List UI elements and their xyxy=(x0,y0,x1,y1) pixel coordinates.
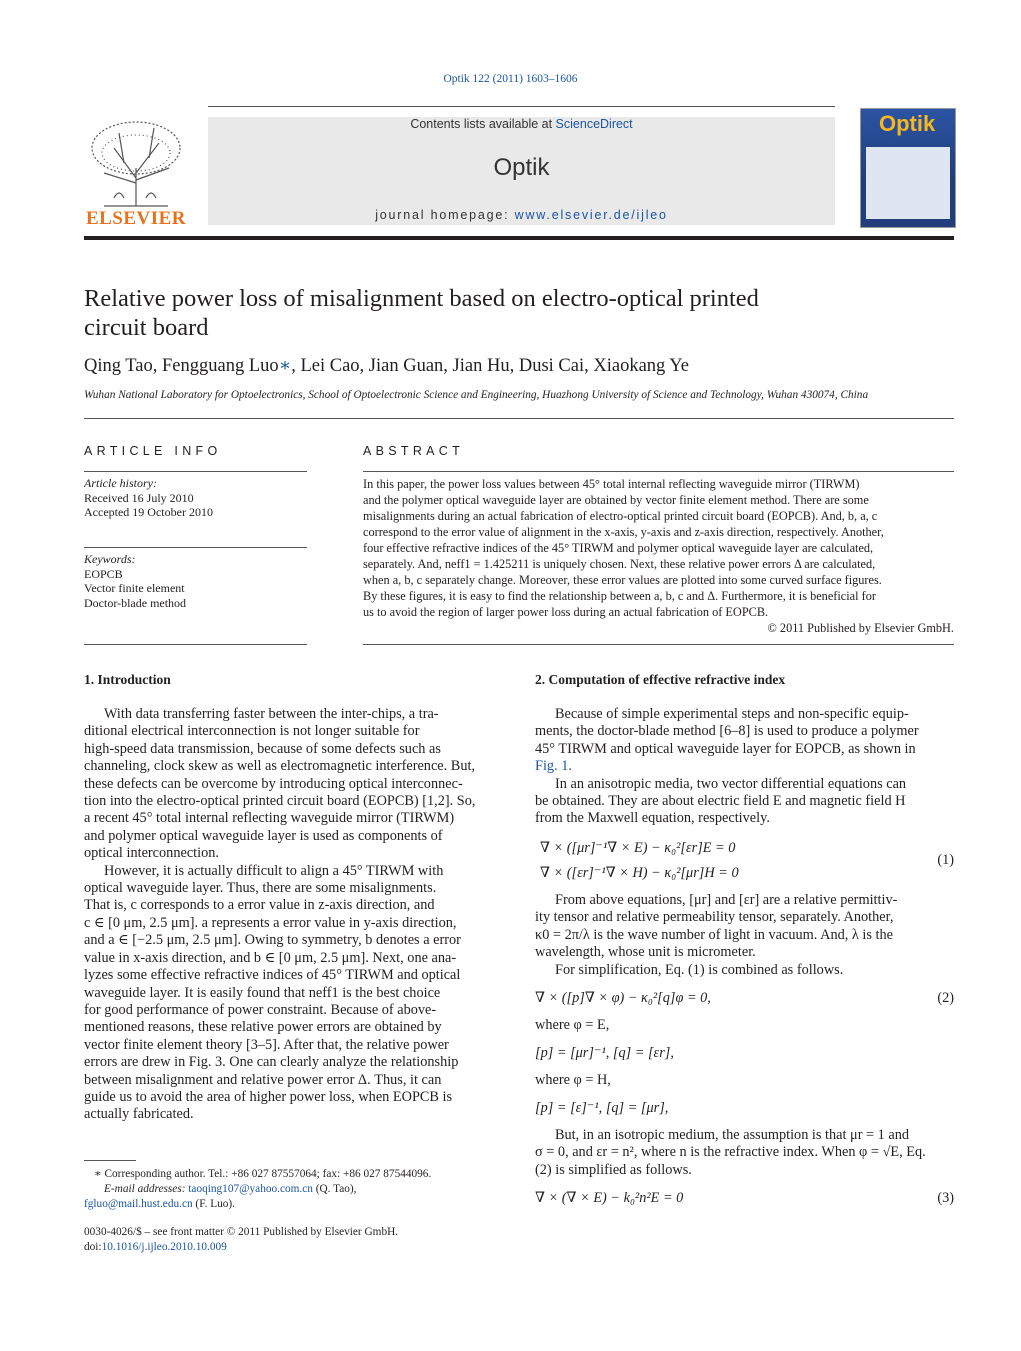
affiliation: Wuhan National Laboratory for Optoelectronics, School of Optoelectronic Science and Engineering, Huazhong University of Science and Technology, Wuhan 430074, China xyxy=(84,389,869,401)
equation-1b: ∇ × ([εr]⁻¹∇ × H) − κ₀²[μr]H = 0 xyxy=(540,865,739,881)
section-1-body xyxy=(84,706,505,1124)
cover-contents-panel xyxy=(866,147,950,219)
email-label: E-mail addresses: xyxy=(104,1183,189,1195)
equation-1-number: (1) xyxy=(937,852,954,868)
cover-title: Optik xyxy=(879,111,936,136)
abstract-line: misalignments during an actual fabrication of electro-optical printed circuit board (EOPCB). And, b, a, c xyxy=(363,509,878,523)
abstract-text xyxy=(363,476,954,636)
body-line: mentioned reasons, these relative power errors are obtained by xyxy=(84,1019,442,1036)
where-phi-h: where φ = H, xyxy=(535,1072,611,1088)
article-info-heading: ARTICLE INFO xyxy=(84,444,222,458)
body-line: channeling, clock skew as well as electromagnetic interference. But, xyxy=(84,758,476,775)
abstract-copyright: © 2011 Published by Elsevier GmbH. xyxy=(767,621,954,635)
footnotes xyxy=(84,1167,514,1212)
abstract-line: separately. And, neff1 = 1.425211 is uniquely chosen. Next, these relative power errors Δ are calculated, xyxy=(363,557,876,571)
abstract-line: By these figures, it is easy to find the relationship between a, b, c and Δ. Furthermore, it is beneficial for xyxy=(363,589,876,603)
body-line: However, it is actually difficult to align a 45° TIRWM with xyxy=(104,862,444,879)
body-line: ity tensor and relative permeability tensor, separately. Another, xyxy=(535,909,894,926)
body-line: 45° TIRWM and optical waveguide layer for EOPCB, as shown in xyxy=(535,740,916,757)
body-line: and a ∈ [−2.5 μm, 2.5 μm]. Owing to symmetry, b denotes a error xyxy=(84,932,461,949)
header-bottom-rule xyxy=(84,236,954,240)
body-line: waveguide layer. It is easily found that neff1 is the best choice xyxy=(84,984,441,1001)
body-line: optical waveguide layer. Thus, there are some misalignments. xyxy=(84,880,437,897)
body-line: For simplification, Eq. (1) is combined as follows. xyxy=(555,961,844,978)
body-line: guide us to avoid the area of higher power loss, when EOPCB is xyxy=(84,1088,453,1105)
abstract-line: In this paper, the power loss values between 45° total internal reflecting waveguide mirror (TIRWM) xyxy=(363,477,860,491)
body-line: tion into the electro-optical printed circuit board (EOPCB) [1,2]. So, xyxy=(84,793,476,810)
accepted-date: Accepted 19 October 2010 xyxy=(84,505,213,519)
keyword-item: EOPCB xyxy=(84,566,123,581)
authors-rest: , Lei Cao, Jian Guan, Jian Hu, Dusi Cai, Xiaokang Ye xyxy=(291,356,689,376)
body-line: from the Maxwell equation, respectively. xyxy=(535,810,770,827)
body-line: Because of simple experimental steps and non-specific equip- xyxy=(555,706,909,722)
contents-prefix: Contents lists available at xyxy=(410,117,556,131)
section-2-body-a xyxy=(535,706,954,828)
history-label: Article history: xyxy=(84,476,157,490)
body-line: errors are drew in Fig. 3. One can clearly analyze the relationship xyxy=(84,1054,459,1071)
doi-label: doi: xyxy=(84,1241,102,1253)
body-line: σ = 0, and εr = n², where n is the refractive index. When φ = √E, Eq. xyxy=(535,1144,926,1161)
body-line: From above equations, [μr] and [εr] are a relative permittiv- xyxy=(555,892,898,908)
article-title xyxy=(84,284,874,342)
keywords-rule xyxy=(84,547,307,548)
body-line: actually fabricated. xyxy=(84,1106,194,1123)
body-line: (2) is simplified as follows. xyxy=(535,1161,692,1178)
body-line: κ0 = 2π/λ is the wave number of light in vacuum. And, λ is the xyxy=(535,926,893,943)
homepage-link[interactable]: www.elsevier.de/ijleo xyxy=(514,208,668,222)
p-q-definition-2: [p] = [ε]⁻¹, [q] = [μr], xyxy=(535,1100,669,1116)
body-line: In an anisotropic media, two vector differential equations can xyxy=(555,775,907,792)
journal-cover-image xyxy=(860,108,956,228)
abstract-top-rule xyxy=(363,471,954,472)
abstract-line: and the polymer optical waveguide layer are obtained by vector finite element method. There are some xyxy=(363,493,869,507)
email-owner-tao: (Q. Tao), xyxy=(312,1183,357,1195)
body-line: lyzes some effective refractive indices of 45° TIRWM and optical xyxy=(84,967,461,984)
header-top-rule xyxy=(208,106,835,107)
equation-3-number: (3) xyxy=(937,1190,954,1206)
footnote-rule xyxy=(84,1160,136,1161)
body-line: between misalignment and relative power error Δ. Thus, it can xyxy=(84,1071,442,1088)
abstract-heading: ABSTRACT xyxy=(363,444,465,458)
keywords-block xyxy=(84,552,307,610)
body-line: a recent 45° total internal reflecting waveguide mirror (TIRWM) xyxy=(84,810,455,827)
body-line: But, in an isotropic medium, the assumption is that μr = 1 and xyxy=(555,1127,910,1143)
email-link-tao[interactable]: taoqing107@yahoo.com.cn xyxy=(188,1183,313,1195)
journal-homepage xyxy=(208,208,835,222)
sciencedirect-link[interactable]: ScienceDirect xyxy=(555,117,633,131)
abstract-line: when a, b, c separately change. Moreover, these error values are plotted into some curved surface figures. xyxy=(363,573,882,587)
title-line-2: circuit board xyxy=(84,314,209,341)
journal-name: Optik xyxy=(493,154,550,181)
body-line: ments, the doctor-blade method [6–8] is used to produce a polymer xyxy=(535,723,919,740)
section-2-body-b xyxy=(535,892,954,979)
p-q-definition-1: [p] = [μr]⁻¹, [q] = [εr], xyxy=(535,1045,674,1061)
title-line-1: Relative power loss of misalignment based on electro-optical printed xyxy=(84,285,759,312)
abstract-line: us to avoid the region of larger power loss during an actual fabrication of EOPCB. xyxy=(363,605,769,619)
section-2-title: 2. Computation of effective refractive index xyxy=(535,672,786,687)
email-owner-luo: (F. Luo). xyxy=(192,1198,236,1210)
doi-link[interactable]: 10.1016/j.ijleo.2010.10.009 xyxy=(101,1241,227,1253)
corresponding-author-mark[interactable]: ∗ xyxy=(278,356,292,376)
body-line: be obtained. They are about electric field E and magnetic field H xyxy=(535,793,906,810)
where-phi-e: where φ = E, xyxy=(535,1017,610,1033)
elsevier-wordmark: ELSEVIER xyxy=(85,208,187,229)
author-list xyxy=(84,355,954,377)
figure-1-link[interactable]: Fig. 1. xyxy=(535,758,572,775)
issn-line: 0030-4026/$ – see front matter © 2011 Published by Elsevier GmbH. xyxy=(84,1226,399,1238)
authors-first: Qing Tao, Fengguang Luo xyxy=(84,356,279,376)
body-line: these defects can be overcome by introducing optical interconnec- xyxy=(84,775,463,792)
body-line: optical interconnection. xyxy=(84,845,219,862)
body-line: high-speed data transmission, because of some defects such as xyxy=(84,740,441,757)
abstract-bottom-rule xyxy=(363,644,954,645)
title-rule xyxy=(84,418,954,419)
corresponding-author-note: ∗ Corresponding author. Tel.: +86 027 87557064; fax: +86 027 87544096. xyxy=(94,1168,432,1180)
info-bottom-rule xyxy=(84,644,307,645)
section-2-body-c xyxy=(535,1127,954,1179)
article-history xyxy=(84,476,307,520)
equation-2-number: (2) xyxy=(937,990,954,1006)
keyword-item: Vector finite element xyxy=(84,581,185,595)
section-1-title: 1. Introduction xyxy=(84,672,171,687)
equation-2: ∇ × ([p]∇ × φ) − κ₀²[q]φ = 0, xyxy=(535,990,711,1006)
contents-availability xyxy=(208,117,835,131)
body-line: c ∈ [0 μm, 2.5 μm]. a represents a error value in y-axis direction, xyxy=(84,914,457,931)
abstract-line: four effective refractive indices of the 45° TIRWM and polymer optical waveguide layer are calculated, xyxy=(363,541,874,555)
homepage-prefix: journal homepage: xyxy=(375,208,515,222)
received-date: Received 16 July 2010 xyxy=(84,490,194,505)
body-line: wavelength, whose unit is micrometer. xyxy=(535,944,756,961)
equation-3: ∇ × (∇ × E) − k₀²n²E = 0 xyxy=(535,1190,684,1206)
body-line: for good performance of power constraint. Because of above- xyxy=(84,1001,437,1018)
journal-citation[interactable]: Optik 122 (2011) 1603–1606 xyxy=(443,73,578,85)
body-line: With data transferring faster between the inter-chips, a tra- xyxy=(104,706,439,722)
front-matter-info xyxy=(84,1225,514,1255)
body-line: value in x-axis direction, and b ∈ [0 μm, 2.5 μm]. Next, one ana- xyxy=(84,949,457,966)
body-line: That is, c corresponds to a error value in z-axis direction, and xyxy=(84,897,435,914)
keywords-label: Keywords: xyxy=(84,552,136,566)
body-line: ditional electrical interconnection is not longer suitable for xyxy=(84,723,420,740)
abstract-line: correspond to the error value of alignment in the x-axis, y-axis and z-axis direction, respectively. Another, xyxy=(363,525,884,539)
email-link-luo[interactable]: fgluo@mail.hust.edu.cn xyxy=(84,1198,193,1210)
body-line: vector finite element theory [3–5]. After that, the relative power xyxy=(84,1036,449,1053)
equation-1a: ∇ × ([μr]⁻¹∇ × E) − κ₀²[εr]E = 0 xyxy=(540,840,736,856)
article-info-rule xyxy=(84,471,307,472)
keyword-item: Doctor-blade method xyxy=(84,595,187,610)
body-line: and polymer optical waveguide layer is used as components of xyxy=(84,827,443,844)
